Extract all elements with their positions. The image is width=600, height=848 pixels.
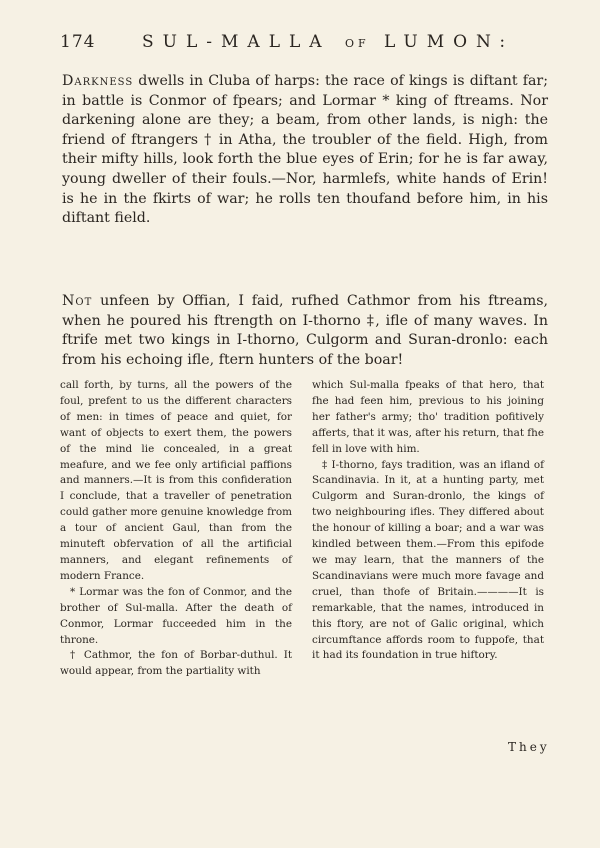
running-title-part2: LUMON: <box>384 32 515 52</box>
footnote-column-left <box>60 378 292 680</box>
running-title <box>142 32 514 52</box>
running-title-part1: SUL-MALLA <box>142 32 331 52</box>
footnote-lormar: * Lormar was the fon of Conmor, and the brother of Sul-malla. After the death of Conmor, Lormar fucceeded him in the throne. <box>60 585 292 646</box>
running-title-of: OF <box>344 37 370 50</box>
footnotes <box>60 378 544 680</box>
paragraph-lead-word: Darkness <box>62 73 134 89</box>
main-paragraph-1 <box>62 72 548 229</box>
paragraph-text: dwells in Cluba of harps: the race of kings is diftant far; in battle is Conmor of fpears; and Lormar * king of ftreams. Nor darkening alone are they; a beam, from other lands, is nigh: the friend of ftrangers † in Atha, the troubler of the field. High, from their mifty hills, look forth the blue eyes of Erin; for he is far away, young dweller of their fouls.—Nor, harmlefs, white hands of Erin! is he in the fkirts of war; he rolls ten thoufand before him, in his diftant field. <box>62 73 548 227</box>
page-header <box>60 32 540 56</box>
footnote-column-right <box>312 378 544 680</box>
footnote-cathmor: † Cathmor, the fon of Borbar-duthul. It would appear, from the partiality with <box>60 649 292 678</box>
main-paragraph-2 <box>62 292 548 370</box>
footnote-continuation: call forth, by turns, all the powers of the foul, prefent to us the different characters of men: in times of peace and quiet, for want of objects to exert them, the powers of the mind lie concealed, in a great meafure, and we fee only artificial paffions and manners.—It is from this confideration I conclude, that a traveller of penetration could gather more genuine knowledge from a tour of ancient Gaul, than from the minuteft obfervation of all the artificial manners, and elegant refinements of modern France. <box>60 379 292 582</box>
catchword: They <box>508 740 550 754</box>
paragraph-text: unfeen by Offian, I faid, rufhed Cathmor from his ftreams, when he poured his ftrength on I-thorno ‡, ifle of many waves. In ftrife met two kings in I-thorno, Culgorm and Suran-dronlo: each from his echoing ifle, ftern hunters of the boar! <box>62 293 548 368</box>
footnote-ithorno: ‡ I-thorno, fays tradition, was an ifland of Scandinavia. In it, at a hunting party, met Culgorm and Suran-dronlo, the kings of two neighbouring ifles. They differed about the honour of killing a boar; and a war was kindled between them.—From this epifode we may learn, that the manners of the Scandinavians were much more favage and cruel, than thofe of Britain.————It is remarkable, that the names, introduced in this ftory, are not of Galic original, which circumftance affords room to fuppofe, that it had its foundation in true hiftory. <box>312 458 544 662</box>
page-number: 174 <box>60 32 96 52</box>
paragraph-lead-word: Not <box>62 293 93 309</box>
footnote-cathmor-continuation: which Sul-malla fpeaks of that hero, that fhe had feen him, previous to his joining her father's army; tho' tradition pofitively afferts, that it was, after his return, that fhe fell in love with him. <box>312 379 544 455</box>
